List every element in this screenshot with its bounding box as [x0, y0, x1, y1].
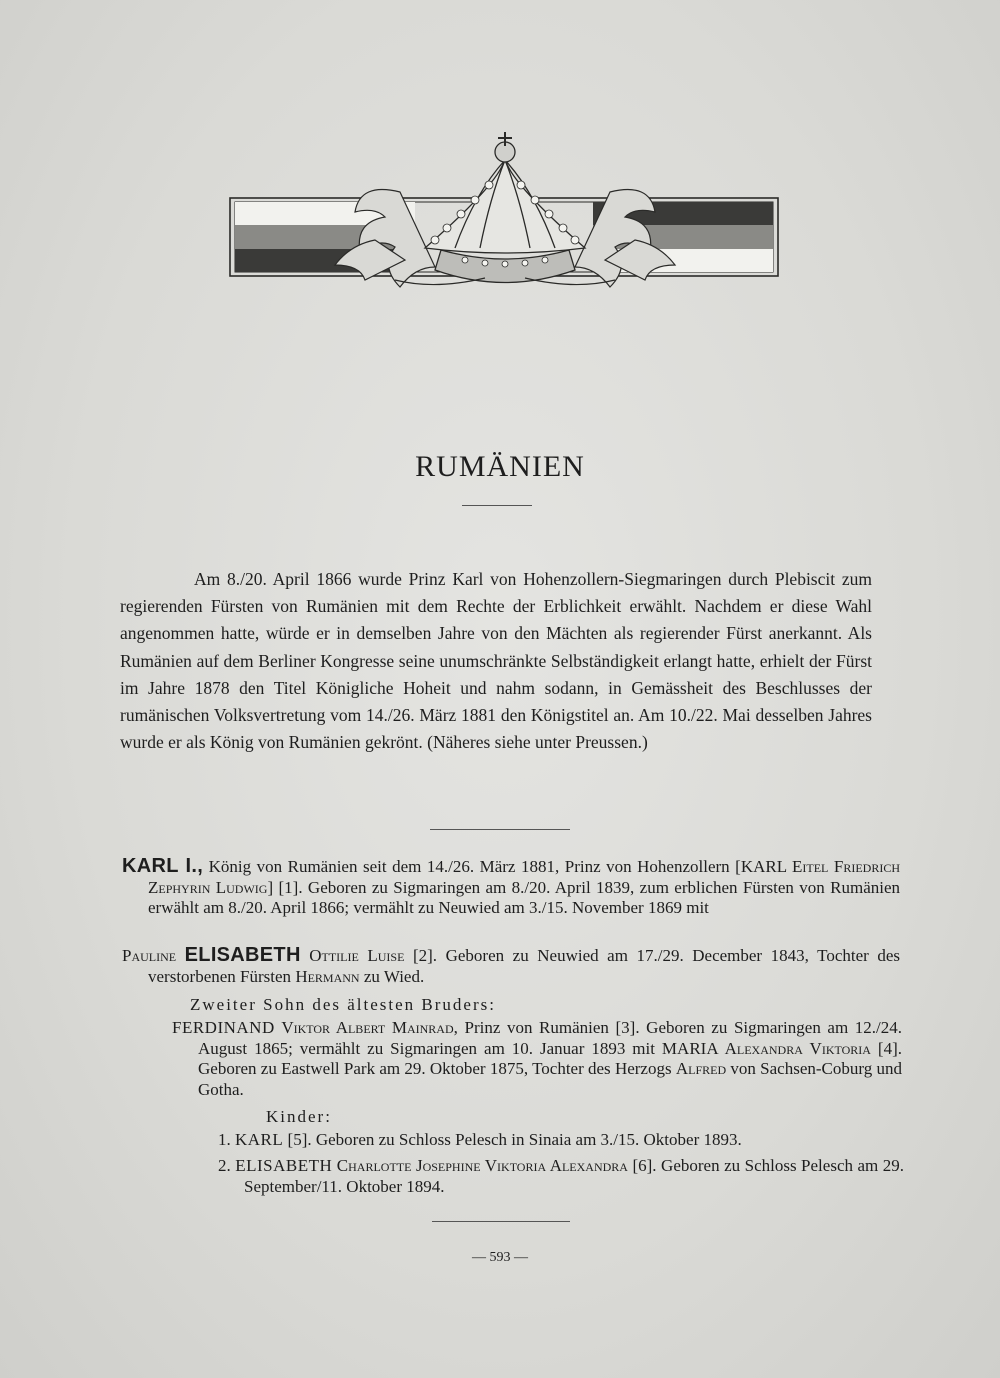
child-2-text: [6]. Geboren zu Schloss Pelesch am 29. September/11. Oktober 1894. — [244, 1156, 904, 1196]
page-number: — 593 — — [472, 1250, 528, 1265]
maria-names: Alexandra Viktoria — [724, 1038, 871, 1058]
karl-name: KARL I., — [122, 855, 204, 877]
duke-name: Alfred — [675, 1059, 727, 1078]
child-2 — [218, 1156, 904, 1197]
child-2-number: 2. — [218, 1156, 231, 1175]
crown-emblem — [225, 130, 785, 300]
page-title: RUMÄNIEN — [415, 450, 585, 484]
ferdinand-text-3: von Sachsen-Coburg und Gotha. — [198, 1059, 903, 1099]
child-1-number: 1. — [218, 1130, 231, 1149]
karl-names: Eitel Friedrich Zephyrin Ludwig — [148, 857, 900, 897]
elisabeth-name: ELISABETH — [184, 944, 301, 966]
entry-ferdinand — [172, 1018, 902, 1100]
elisabeth-text-1: [2]. Geboren zu Neuwied am 17./29. December 1843, Tochter des verstorbenen Fürsten — [148, 946, 901, 986]
child-1-name: KARL — [235, 1130, 284, 1149]
ferdinand-text-2: [4]. Geboren zu Eastwell Park am 29. Oktober 1875, Tochter des Herzogs — [198, 1038, 902, 1078]
child-2-name: ELISABETH — [235, 1156, 333, 1175]
entry-karl — [122, 856, 900, 919]
karl-text-1: König von Rumänien seit dem 14./26. März 1881, Prinz von Hohenzollern [KARL — [203, 857, 792, 876]
title-divider — [462, 505, 532, 506]
elisabeth-first-name: Pauline — [122, 946, 177, 965]
ferdinand-names: Viktor Albert Mainrad — [281, 1018, 454, 1037]
elisabeth-text-2: zu Wied. — [359, 966, 425, 986]
end-divider — [432, 1221, 570, 1222]
section-divider — [430, 829, 570, 830]
children-heading: Kinder: — [266, 1107, 332, 1126]
child-1-text: [5]. Geboren zu Schloss Pelesch in Sinaia am 3./15. Oktober 1893. — [283, 1130, 742, 1149]
intro-paragraph: Am 8./20. April 1866 wurde Prinz Karl von Hohenzollern-Siegmaringen durch Plebiscit zum regierenden Fürsten von Rumänien mit dem Rechte der Erblichkeit erwählt. Nachdem er diese Wahl angenommen hatte, würde er in demselben Jahre von den Mächten als regierender Fürst anerkannt. Als Rumänien auf dem Berliner Kongresse seine unumschränkte Selbständigkeit erlangt hatte, erhielt der Fürst im Jahre 1878 den Titel Königliche Hoheit und nahm sodann, in Gemässheit des Beschlusses der rumänischen Volksvertretung vom 14./26. März 1881 den Königstitel an. Am 10./22. Mai desselben Jahres wurde er als König von Rumänien gekrönt. (Näheres siehe unter Preussen.) — [120, 569, 872, 753]
elisabeth-names: Ottilie Luise — [309, 946, 405, 965]
ferdinand-text-1: , Prinz von Rumänien [3]. Geboren zu Sigmaringen am 12./24. August 1865; vermählt zu Sigmaringen am 10. Januar 1893 mit MARIA — [198, 1018, 902, 1058]
ferdinand-name: FERDINAND — [172, 1018, 275, 1037]
heir-heading: Zweiter Sohn des ältesten Bruders: — [190, 995, 496, 1014]
child-2-names: Charlotte Josephine Viktoria Alexandra — [336, 1156, 628, 1175]
karl-text-2: ] [1]. Geboren zu Sigmaringen am 8./20. April 1839, zum erblichen Fürsten von Rumänien erwählt am 8./20. April 1866; vermählt zu Neuwied am 3./15. November 1869 mit — [148, 877, 901, 917]
child-1 — [218, 1130, 904, 1151]
entry-elisabeth — [122, 945, 900, 987]
elisabeth-father: Hermann — [295, 966, 360, 986]
